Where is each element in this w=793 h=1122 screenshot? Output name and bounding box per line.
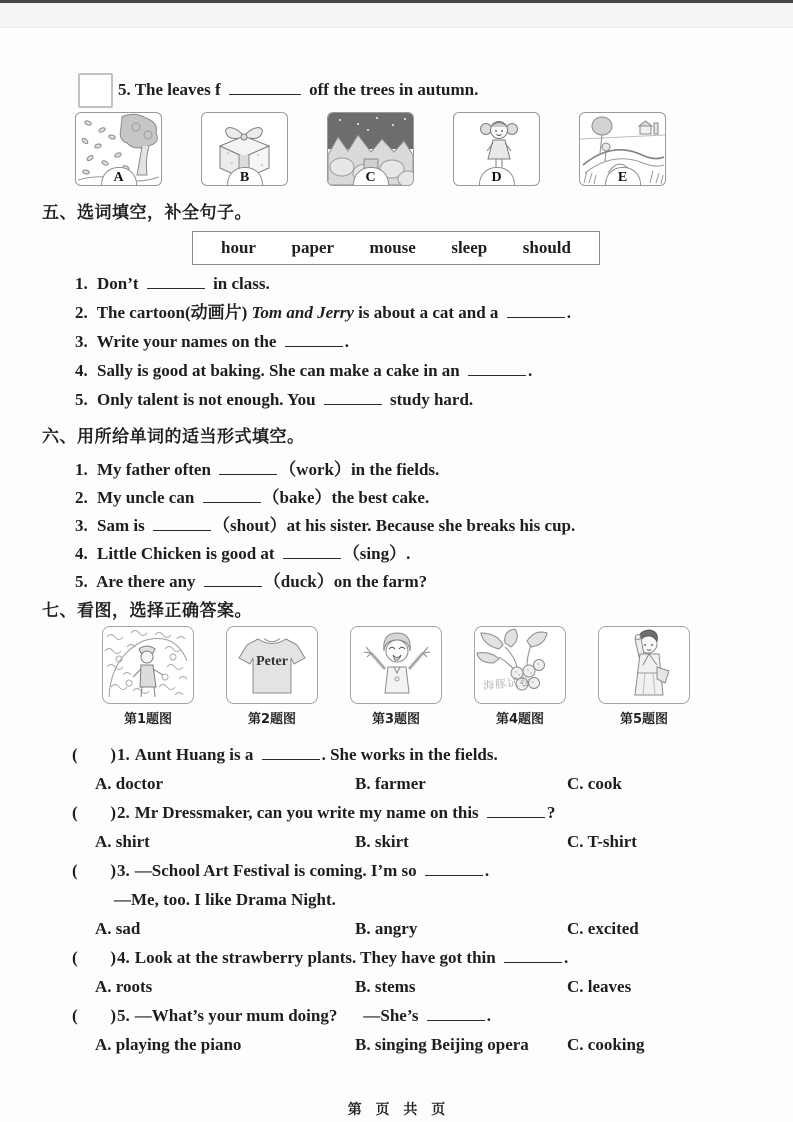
page-footer: 第 页 共 页 (347, 1102, 446, 1118)
excited-girl-illustration (351, 627, 441, 703)
option-b[interactable]: B. singing Beijing opera (355, 1035, 529, 1054)
answer-blank[interactable] (229, 79, 301, 95)
option-b[interactable]: B. angry (355, 919, 418, 938)
answer-blank[interactable] (487, 802, 545, 818)
sentence: 5. Only talent is not enough. You study hard. (75, 390, 474, 409)
question-1: ( ) 1. Aunt Huang is a . She works in the fields. (72, 740, 793, 769)
picture-q2-frame (226, 626, 318, 704)
sentence: 5. Are there any （duck）on the farm? (75, 572, 428, 591)
answer-blank[interactable] (468, 360, 526, 376)
option-a[interactable]: A. shirt (95, 832, 150, 851)
sentence: 2. My uncle can （bake）the best cake. (75, 488, 430, 507)
answer-blank[interactable] (324, 389, 382, 405)
word-bank-item: paper (291, 238, 334, 257)
picture-label: 第5题图 (619, 712, 669, 727)
answer-blank[interactable] (285, 331, 343, 347)
option-c[interactable]: C. T-shirt (567, 832, 637, 851)
picture-letter-a: A (101, 167, 137, 185)
picture-q1-frame (102, 626, 194, 704)
answer-bracket[interactable]: ( ) (72, 745, 116, 764)
picture-options-row (75, 112, 793, 186)
option-c[interactable]: C. leaves (567, 977, 632, 996)
sentence: 3. Sam is （shout）at his sister. Because she breaks his cup. (75, 516, 576, 535)
answer-blank[interactable] (427, 1005, 485, 1021)
section5-heading: 五、选词填空，补全句子。 (42, 203, 252, 223)
picture-q3 (350, 626, 442, 727)
answer-bracket[interactable]: ( ) (72, 861, 116, 880)
option-a[interactable]: A. roots (95, 977, 153, 996)
section7-heading: 七、看图，选择正确答案。 (42, 601, 252, 621)
answer-blank[interactable] (153, 515, 211, 531)
picture-q4-frame (474, 626, 566, 704)
answer-blank[interactable] (147, 273, 205, 289)
picture-q4 (474, 626, 566, 727)
section6-heading: 六、用所给单词的适当形式填空。 (42, 427, 305, 447)
page-top-strip (0, 0, 793, 28)
option-a[interactable]: A. doctor (95, 774, 163, 793)
picture-option-d (453, 112, 540, 186)
picture-q5-frame (598, 626, 690, 704)
picture-option-c (327, 112, 414, 186)
question-text-before: The leaves f (134, 80, 221, 99)
picture-letter-b: B (227, 167, 263, 185)
options-row (72, 827, 793, 856)
sentence: 3. Write your names on the . (75, 332, 349, 351)
section6-items (75, 456, 793, 596)
question-4: ( ) 4. Look at the strawberry plants. They have got thin . (72, 943, 793, 972)
answer-blank[interactable] (204, 571, 262, 587)
section5-items (75, 269, 793, 414)
picture-option-e (579, 112, 666, 186)
section7-questions (72, 740, 793, 1059)
options-row (72, 972, 793, 1001)
answer-blank[interactable] (262, 744, 320, 760)
watermark-text: 海豚试卷 (482, 674, 532, 693)
answer-blank[interactable] (504, 947, 562, 963)
picture-letter-d: D (479, 167, 515, 185)
picture-label: 第3题图 (371, 712, 421, 727)
answer-blank[interactable] (219, 459, 277, 475)
question-number: 5. (118, 80, 131, 99)
option-c[interactable]: C. excited (567, 919, 639, 938)
option-c[interactable]: C. cook (567, 774, 622, 793)
sentence: 4. Sally is good at baking. She can make a cake in an . (75, 361, 533, 380)
picture-option-b (201, 112, 288, 186)
sentence: 4. Little Chicken is good at （sing）. (75, 544, 411, 563)
word-bank-item: should (522, 238, 571, 257)
question-text-after: off the trees in autumn. (309, 80, 479, 99)
woman-working-in-fields-illustration (103, 627, 193, 703)
option-b[interactable]: B. stems (355, 977, 416, 996)
word-bank-item: hour (221, 238, 256, 257)
picture-q3-frame (350, 626, 442, 704)
shirt-name-text: Peter (256, 654, 288, 669)
word-bank-item: sleep (451, 238, 488, 257)
answer-blank[interactable] (203, 487, 261, 503)
question-5: ( ) 5. —What’s your mum doing? —She’s . (72, 1001, 793, 1030)
options-row (72, 1030, 793, 1059)
section7-pictures-row (102, 626, 793, 727)
question-3-reply: —Me, too. I like Drama Night. (114, 890, 336, 909)
top-question-row (78, 75, 793, 108)
picture-q1 (102, 626, 194, 727)
picture-q5 (598, 626, 690, 727)
sentence: 1. My father often （work）in the fields. (75, 460, 440, 479)
answer-blank[interactable] (425, 860, 483, 876)
word-bank (192, 231, 600, 265)
option-a[interactable]: A. sad (95, 919, 141, 938)
option-b[interactable]: B. skirt (355, 832, 409, 851)
picture-option-a (75, 112, 162, 186)
sentence: 1. Don’t in class. (75, 274, 270, 293)
option-b[interactable]: B. farmer (355, 774, 426, 793)
answer-bracket[interactable]: ( ) (72, 1006, 116, 1025)
question-3: ( ) 3. —School Art Festival is coming. I’m so . (72, 856, 793, 885)
options-row (72, 914, 793, 943)
word-bank-item: mouse (369, 238, 416, 257)
answer-blank[interactable] (283, 543, 341, 559)
picture-letter-c: C (353, 167, 389, 185)
option-c[interactable]: C. cooking (567, 1035, 645, 1054)
answer-bracket[interactable]: ( ) (72, 803, 116, 822)
answer-bracket[interactable]: ( ) (72, 948, 116, 967)
option-a[interactable]: A. playing the piano (95, 1035, 242, 1054)
picture-label: 第2题图 (247, 712, 297, 727)
picture-label: 第4题图 (495, 712, 545, 727)
answer-blank[interactable] (507, 302, 565, 318)
question-2: ( ) 2. Mr Dressmaker, can you write my name on this ? (72, 798, 793, 827)
options-row (72, 769, 793, 798)
question-line (118, 75, 478, 104)
picture-q2 (226, 626, 318, 727)
picture-letter-e: E (605, 167, 641, 185)
picture-label: 第1题图 (123, 712, 173, 727)
boy-opera-costume-illustration (599, 627, 689, 703)
answer-box[interactable] (78, 73, 113, 108)
sentence: 2. The cartoon(动画片) Tom and Jerry is about a cat and a . (75, 303, 571, 322)
